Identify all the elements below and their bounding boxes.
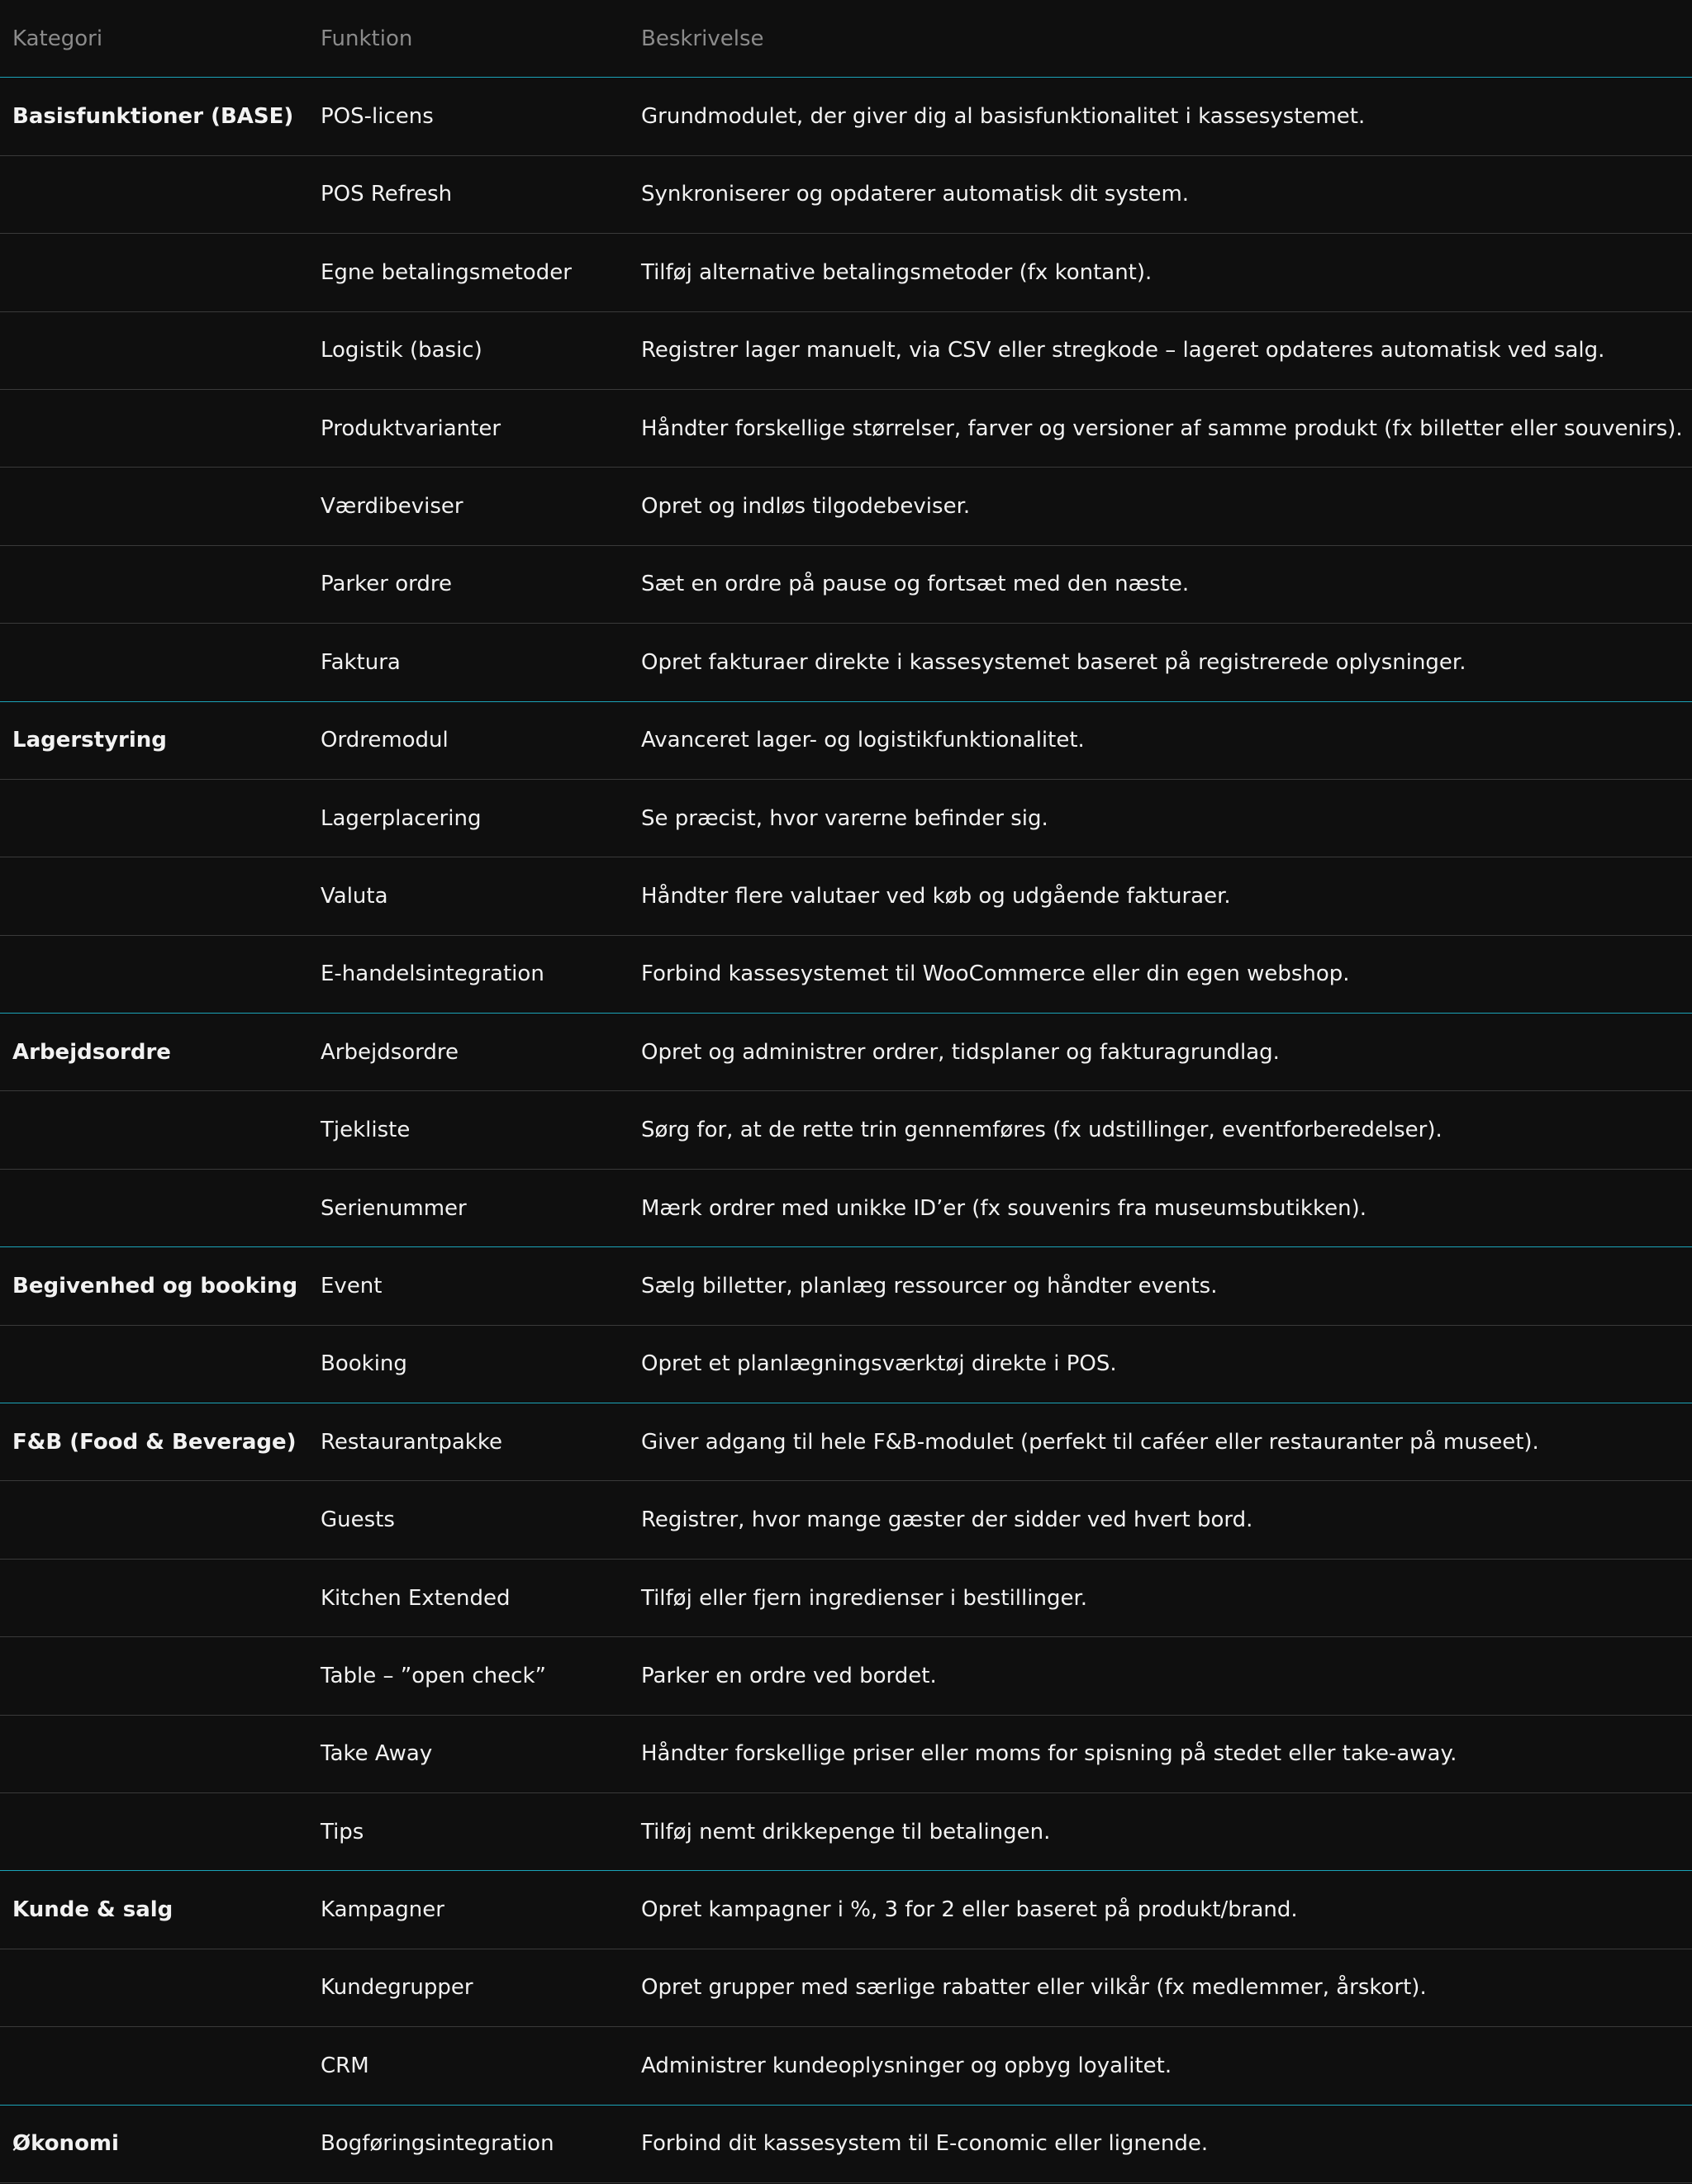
row-beskrivelse: Registrer lager manuelt, via CSV eller stregkode – lageret opdateres automatisk ved salg.: [641, 338, 1605, 363]
table-row: [0, 1637, 1692, 1715]
row-beskrivelse: Opret fakturaer direkte i kassesystemet baseret på registrerede oplysninger.: [641, 649, 1466, 675]
header-kategori: Kategori: [12, 26, 103, 51]
row-funktion: Table – ”open check”: [321, 1663, 546, 1688]
row-funktion: Faktura: [321, 649, 401, 675]
row-funktion: Egne betalingsmetoder: [321, 259, 572, 285]
row-funktion: Tips: [321, 1819, 364, 1845]
row-beskrivelse: Opret grupper med særlige rabatter eller vilkår (fx medlemmer, årskort).: [641, 1975, 1427, 2001]
row-kategori: Kunde & salg: [12, 1897, 173, 1923]
row-funktion: Booking: [321, 1351, 407, 1377]
row-kategori: Begivenhed og booking: [12, 1273, 298, 1299]
table-row: [0, 312, 1692, 390]
table-row: [0, 1481, 1692, 1559]
row-funktion: Guests: [321, 1507, 395, 1533]
row-beskrivelse: Håndter flere valutaer ved køb og udgående fakturaer.: [641, 883, 1231, 909]
table-row: [0, 936, 1692, 1014]
row-beskrivelse: Mærk ordrer med unikke ID’er (fx souvenirs fra museumsbutikken).: [641, 1195, 1366, 1221]
row-funktion: Værdibeviser: [321, 494, 463, 520]
row-kategori: Basisfunktioner (BASE): [12, 104, 294, 130]
row-beskrivelse: Avanceret lager- og logistikfunktionalitet.: [641, 728, 1085, 753]
table-row: [0, 1326, 1692, 1403]
table-row: [0, 1170, 1692, 1247]
table-row: [0, 1014, 1692, 1091]
row-funktion: Restaurantpakke: [321, 1429, 502, 1455]
table-row: [0, 156, 1692, 234]
row-beskrivelse: Sørg for, at de rette trin gennemføres (fx udstillinger, eventforberedelser).: [641, 1118, 1442, 1143]
row-kategori: Lagerstyring: [12, 728, 167, 753]
table-row: [0, 2027, 1692, 2105]
table-row: [0, 2106, 1692, 2183]
row-funktion: Lagerplacering: [321, 805, 482, 831]
table-row: [0, 1716, 1692, 1793]
table-row: [0, 1560, 1692, 1637]
row-funktion: Parker ordre: [321, 572, 452, 597]
table-row: [0, 1091, 1692, 1169]
row-kategori: F&B (Food & Beverage): [12, 1429, 297, 1455]
row-beskrivelse: Registrer, hvor mange gæster der sidder ved hvert bord.: [641, 1507, 1253, 1533]
table-row: [0, 468, 1692, 545]
row-beskrivelse: Se præcist, hvor varerne befinder sig.: [641, 805, 1048, 831]
row-beskrivelse: Opret og indløs tilgodebeviser.: [641, 494, 971, 520]
row-beskrivelse: Opret og administrer ordrer, tidsplaner og fakturagrundlag.: [641, 1039, 1280, 1065]
table-row: [0, 702, 1692, 780]
row-kategori: Arbejdsordre: [12, 1039, 171, 1065]
row-funktion: Event: [321, 1273, 383, 1299]
row-beskrivelse: Forbind kassesystemet til WooCommerce eller din egen webshop.: [641, 961, 1350, 987]
table-row: [0, 1871, 1692, 1949]
row-beskrivelse: Administrer kundeoplysninger og opbyg loyalitet.: [641, 2053, 1172, 2078]
table-row: [0, 780, 1692, 857]
table-row: [0, 546, 1692, 624]
row-beskrivelse: Parker en ordre ved bordet.: [641, 1663, 937, 1688]
row-funktion: Take Away: [321, 1741, 433, 1767]
row-funktion: Bogføringsintegration: [321, 2131, 554, 2157]
row-beskrivelse: Grundmodulet, der giver dig al basisfunktionalitet i kassesystemet.: [641, 104, 1366, 130]
row-funktion: Produktvarianter: [321, 415, 501, 441]
table-row: [0, 857, 1692, 935]
row-beskrivelse: Tilføj alternative betalingsmetoder (fx kontant).: [641, 259, 1153, 285]
row-funktion: Logistik (basic): [321, 338, 482, 363]
row-funktion: Arbejdsordre: [321, 1039, 459, 1065]
row-funktion: CRM: [321, 2053, 369, 2078]
row-funktion: Kundegrupper: [321, 1975, 473, 2001]
row-funktion: Kitchen Extended: [321, 1585, 511, 1611]
row-funktion: Ordremodul: [321, 728, 449, 753]
row-kategori: Økonomi: [12, 2131, 119, 2157]
table-row: [0, 1949, 1692, 2027]
row-funktion: Valuta: [321, 883, 388, 909]
table-header: [0, 0, 1692, 78]
row-beskrivelse: Giver adgang til hele F&B-modulet (perfekt til caféer eller restauranter på museet).: [641, 1429, 1539, 1455]
table-row: [0, 78, 1692, 155]
row-beskrivelse: Forbind dit kassesystem til E-conomic eller lignende.: [641, 2131, 1209, 2157]
table-row: [0, 1403, 1692, 1481]
row-funktion: E-handelsintegration: [321, 961, 544, 987]
row-funktion: POS-licens: [321, 104, 434, 130]
row-beskrivelse: Tilføj eller fjern ingredienser i bestillinger.: [641, 1585, 1088, 1611]
table-row: [0, 1793, 1692, 1871]
header-funktion: Funktion: [321, 26, 413, 51]
row-beskrivelse: Opret et planlægningsværktøj direkte i POS.: [641, 1351, 1117, 1377]
row-beskrivelse: Tilføj nemt drikkepenge til betalingen.: [641, 1819, 1051, 1845]
row-funktion: POS Refresh: [321, 182, 453, 207]
row-beskrivelse: Sælg billetter, planlæg ressourcer og håndter events.: [641, 1273, 1218, 1299]
table-row: [0, 1247, 1692, 1325]
row-funktion: Tjekliste: [321, 1118, 411, 1143]
table-row: [0, 390, 1692, 468]
row-beskrivelse: Sæt en ordre på pause og fortsæt med den næste.: [641, 572, 1190, 597]
row-funktion: Serienummer: [321, 1195, 467, 1221]
row-beskrivelse: Håndter forskellige størrelser, farver og versioner af samme produkt (fx billetter eller souvenirs).: [641, 415, 1683, 441]
table-row: [0, 624, 1692, 701]
row-beskrivelse: Synkroniserer og opdaterer automatisk dit system.: [641, 182, 1190, 207]
row-beskrivelse: Opret kampagner i %, 3 for 2 eller baseret på produkt/brand.: [641, 1897, 1298, 1923]
header-beskrivelse: Beskrivelse: [641, 26, 764, 51]
row-beskrivelse: Håndter forskellige priser eller moms for spisning på stedet eller take-away.: [641, 1741, 1457, 1767]
row-funktion: Kampagner: [321, 1897, 444, 1923]
table-row: [0, 234, 1692, 311]
